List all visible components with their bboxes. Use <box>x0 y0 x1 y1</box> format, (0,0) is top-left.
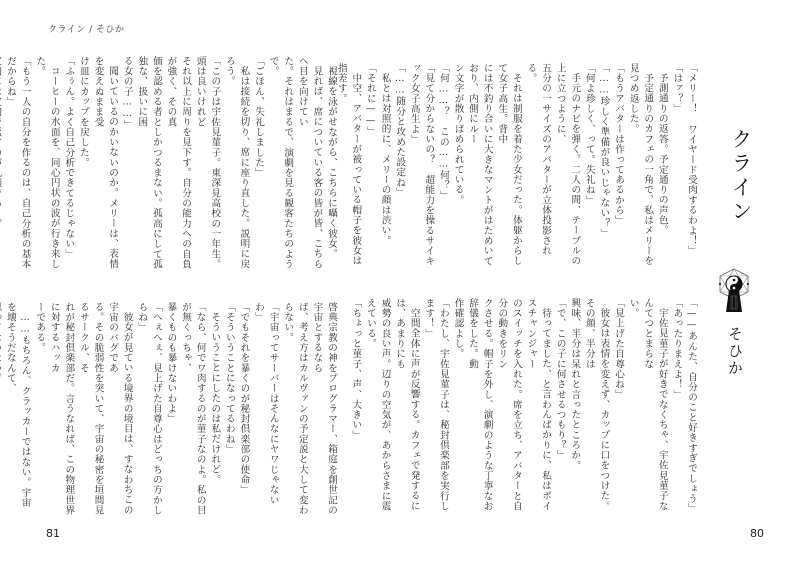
text-line: コーヒーの水面を、同心円状の波が行き来した。 <box>34 56 60 269</box>
right-page <box>335 0 800 566</box>
left-lower-text-block <box>0 302 338 516</box>
text-line: い。 <box>627 298 639 319</box>
text-line: 「見上げた自尊心ね」 <box>613 298 625 400</box>
text-line: 価を認める者としかつるまない。孤高にして孤独な、扱いに困 <box>136 56 162 270</box>
text-line: のスイッチを入れた。席を立ち、アバターと自分の動きをリン <box>496 298 522 512</box>
text-line: 私とは対照的に、メリーの顔は渋い。 <box>379 72 391 246</box>
text-line: 作確認よし。 <box>452 298 464 359</box>
right-upper-text-block <box>333 63 698 273</box>
text-line: 予測通りの返答。予定通りの声色。 <box>656 72 668 235</box>
text-line: 五分の一サイズのアバターが立体投影される。 <box>525 63 552 256</box>
text-line: ば、考え方はカルヴァンの予定説と大して変わらない。 <box>282 302 308 516</box>
text-line <box>0 302 2 516</box>
text-line: 「へぇへぇ、見上げた自尊心はどっちの方かしらね」 <box>136 302 162 516</box>
text-line: そういうことにしたのは私だけれど。 <box>209 311 221 485</box>
text-line: 「それに——」 <box>364 63 376 137</box>
text-line: 「宇宙ってサーバーはそんなにヤワじゃないわ」 <box>253 302 279 505</box>
text-line: 視線を泳がせながら、こちらに囁く彼女。 <box>326 65 337 259</box>
section-title-sohika: そひか <box>726 326 744 377</box>
text-line: ……もちろん、クラッカーではない。宇宙を壊そうだなんて、 <box>4 302 31 508</box>
text-line: 「なら、何でワ肉するのが菫子なのよ。私の目が無くっちゃ、 <box>180 302 206 516</box>
text-line: 「この子は宇佐見菫子。東深見高校の一年生。頭は良いけれど <box>194 56 221 270</box>
text-line: 手元のナビを弾く。二人の間、テーブルの上に立つように、 <box>554 63 581 266</box>
text-line: 「見て分からないの？ 超能力を操るサイキック女子高生よ」 <box>408 63 435 266</box>
text-line: 「——あんた、自分のこと好きすぎでしょう」 <box>686 298 697 514</box>
yin-yang-keyhole-emblem-icon <box>714 266 754 314</box>
text-line: 見れば、席についている客の皆が皆、こちらへ目を向けてい <box>296 56 323 269</box>
text-line: 彼女は表情を変えず、カップに口をつけた。その顔、半分は <box>583 298 610 511</box>
page-number-right: 80 <box>750 527 764 540</box>
text-line: 聞いているのかいないのか。メリーは、表情を変えぬまま受 <box>92 56 119 269</box>
text-line: 「メリー！ ワイヤード受肉するわよ！」 <box>686 63 697 256</box>
text-line: れが秘封倶楽部だ。言うなれば、この物理世界に対するハッカ <box>48 302 75 516</box>
text-line: 空間全体に声が反響する。カフェで発するには、あまりにも <box>394 298 420 511</box>
text-line: 「何……？ この……何？」 <box>437 63 449 201</box>
text-line: 「そういうことになってるわね」 <box>223 302 235 455</box>
text-line: 「わたし、宇佐見菫子は、秘封倶楽部を実行します！」 <box>423 298 449 512</box>
text-line: 予定通りのカフェの一角で、私はメリーを見つめ返した。 <box>627 63 654 266</box>
text-line: 「もうアバターは作ってあるから」 <box>613 63 625 226</box>
text-line: 中空、アバターが被っている帽子を彼女は指差す。 <box>335 63 362 266</box>
text-line: 彼女が見ている境界の境目は、すなわちこの宇宙のバグであ <box>107 302 133 515</box>
text-line: 暴くものも暴けないわよ」 <box>165 302 177 424</box>
text-line: 「ふぅん。よく自己分析できてるじゃない」 <box>63 56 75 259</box>
text-line: それ以上に周りを見下す。自分の能力への自負が強く、その真 <box>165 56 192 270</box>
right-lower-text-block <box>348 298 698 512</box>
text-line: 「でもそれを暴くのが秘封倶楽部の使命」 <box>238 302 250 495</box>
text-line: 「もう一人の自分を作るのは、自己分析の基本だからね」 <box>4 56 31 270</box>
text-line: 「何よ珍しく、って。失礼ね」 <box>583 63 595 206</box>
text-line: る。その脆弱性を突いて、宇宙の秘密を垣間見るサークル、そ <box>77 302 104 516</box>
text-line: 「あったりまえよ！」 <box>671 298 683 400</box>
text-line: 「……随分と攻めた設定ね」 <box>394 63 406 198</box>
text-line: 宇佐見菫子が好きでなくちゃ、宇佐見菫子なんてつとまらな <box>642 298 668 511</box>
text-line: 私は接続を切り、席に座り直した。説明に戻ろう。 <box>223 56 250 269</box>
text-line: 「ちょっと菫子、声、大きい」 <box>350 298 362 441</box>
left-upper-text-block <box>0 56 338 270</box>
running-head: クライン / そひか <box>48 25 125 35</box>
text-line: には不釣り合いに大きなマントがはためいており、内側にルー <box>467 63 493 266</box>
text-line: 興味、半分は呆れと言ったところか。 <box>569 298 581 471</box>
text-line: ーである。 <box>34 302 46 353</box>
text-line: 「ごほん、失礼しました」 <box>253 56 265 178</box>
page-number-left: 81 <box>46 527 60 540</box>
text-line: ン文字が散りばめられている。 <box>452 63 464 206</box>
text-line: た。それはまるで、演劇を見る観客たちのようで。 <box>267 56 294 270</box>
section-title-kurain: クライン <box>729 128 753 224</box>
text-line: 啓典宗教の神をプログラマー、箱庭を創世記の宇宙とするなら <box>311 302 337 516</box>
text-line: る女の子……」 <box>121 56 133 130</box>
text-line: 「はァ？」 <box>671 63 683 114</box>
text-line: 「……珍しく準備が良いじゃない？」 <box>598 63 610 239</box>
text-line: それは制服を着た少女だった。体躯からして女子高生。背中 <box>496 63 522 266</box>
text-line: クさせる。帽子を外し、演劇のような丁寧なお辞儀をした。動 <box>467 298 493 512</box>
text-line: け皿にカップを戻した。 <box>77 56 89 168</box>
text-line: 「で、この子に何させるつもり？」 <box>554 298 566 461</box>
text-line: 待ってました、と言わんばかりに、私はボイスチャンジャー <box>525 298 552 511</box>
text-line: 威勢の良い声。辺りの空気が、あからさまに震えている。 <box>364 298 391 512</box>
text-line <box>0 56 2 270</box>
